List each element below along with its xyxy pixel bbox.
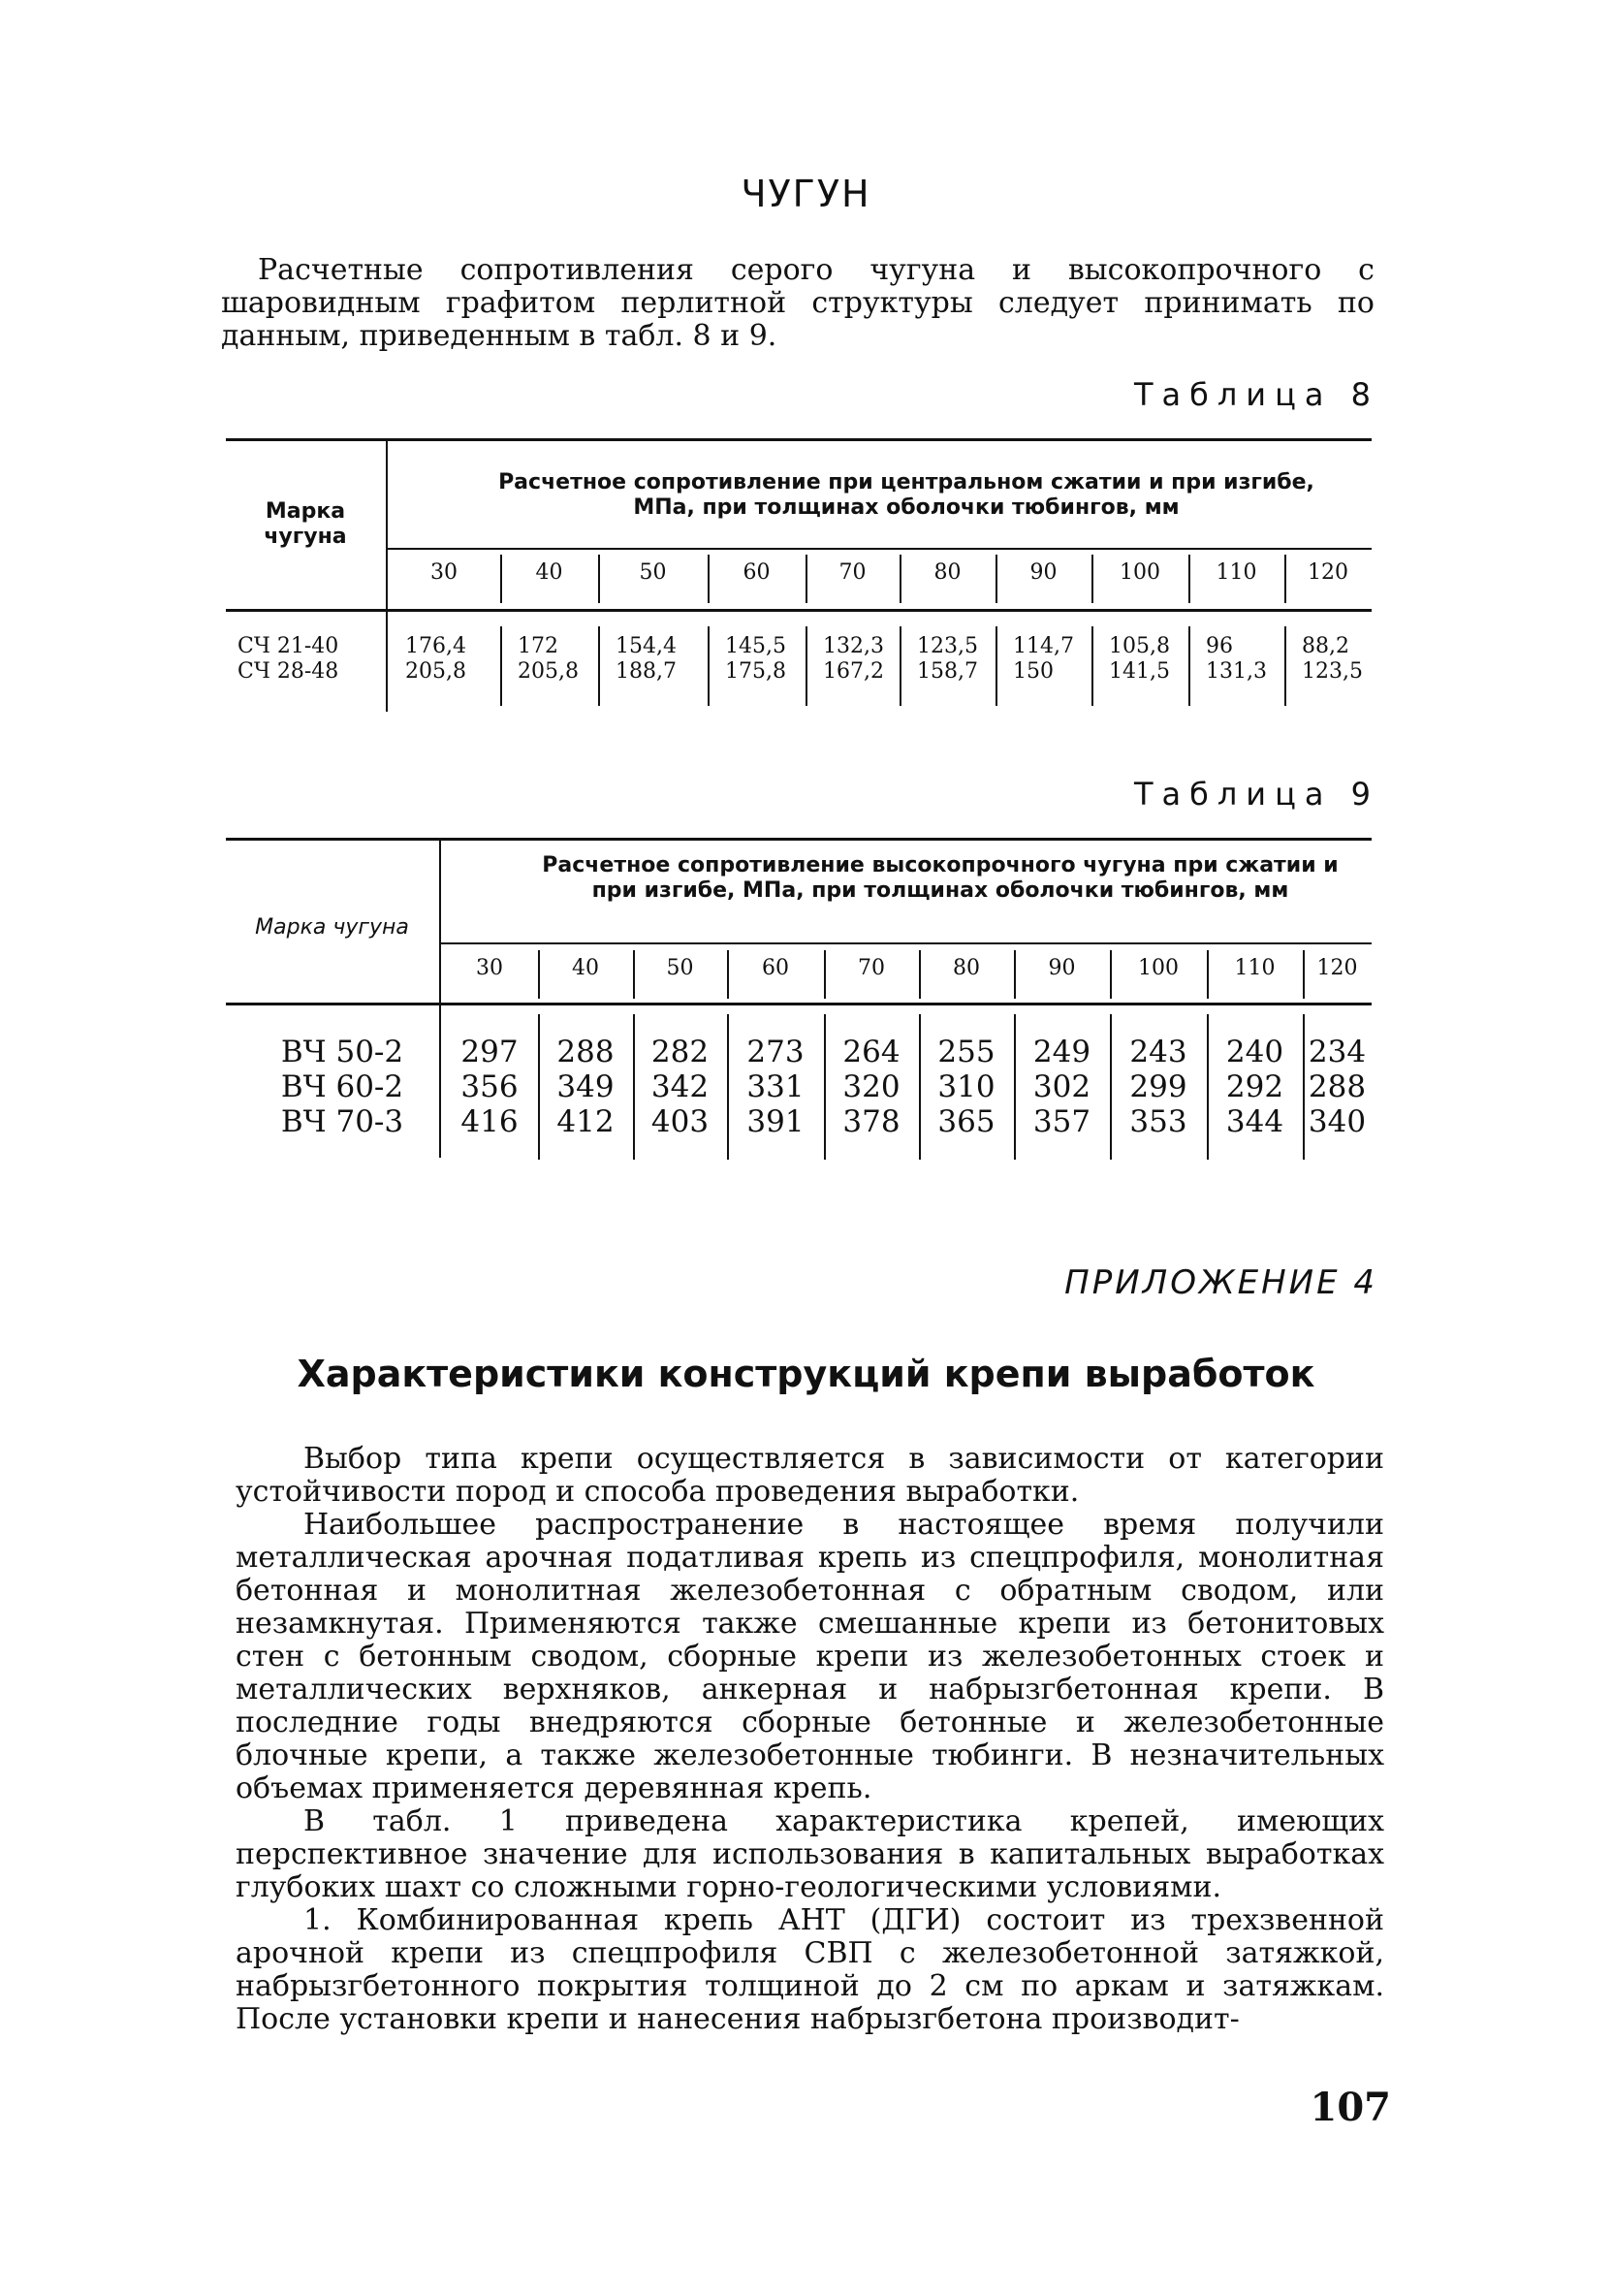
table8-col-divider (900, 626, 901, 706)
table8-value-r0c6: 114,7 (1013, 634, 1074, 658)
table9-value-r2c3: 391 (746, 1104, 805, 1139)
table9-value-r2c1: 412 (556, 1104, 615, 1139)
table8-mark-header: Марка чугуна (264, 499, 347, 549)
table8-col-divider (598, 626, 600, 706)
table8-thickness-40: 40 (535, 560, 563, 585)
table9-value-r2c7: 353 (1129, 1104, 1187, 1139)
table8-thickness-120: 120 (1308, 560, 1348, 585)
table8-cell (405, 634, 498, 685)
table8-col-divider (1284, 626, 1286, 706)
table9-col-divider (727, 950, 729, 999)
table8-col-divider (1188, 555, 1190, 603)
table8-col-divider (1284, 555, 1286, 603)
table9-caption: Таблица 9 (1133, 776, 1379, 813)
table9-col-divider (824, 950, 826, 999)
table8-group-header: Расчетное сопротивление при центральном сжатии и при изгибе, МПа, при толщинах оболочки тюбингов, мм (498, 470, 1314, 520)
table8-thickness-80: 80 (933, 560, 962, 585)
section-title: ЧУГУН (741, 173, 871, 215)
table8-value-r0c3: 145,5 (725, 634, 786, 658)
table8-value-r1c5: 158,7 (917, 659, 978, 684)
paragraph-3: В табл. 1 приведена характеристика крепей, имеющих перспективное значение для использования в капитальных выработках глубоких шахт со сложными горно-геологическими условиями. (236, 1804, 1384, 1904)
table8-value-r1c0: 205,8 (405, 659, 466, 684)
table9-value-r2c9: 340 (1308, 1104, 1367, 1139)
intro-paragraph: Расчетные сопротивления серого чугуна и высокопрочного с шаровидным графитом перлитной структуры следует принимать по данным, приведенным в табл. 8 и 9. (221, 253, 1375, 353)
table8-thickness-60: 60 (743, 560, 771, 585)
table9-mark-1: ВЧ 60-2 (280, 1069, 404, 1104)
table9-value-r1c4: 320 (842, 1069, 901, 1104)
table8-col-divider (996, 555, 997, 603)
table8-thickness-50: 50 (639, 560, 667, 585)
table9-value-r0c1: 288 (556, 1035, 615, 1069)
table8-value-r0c4: 132,3 (823, 634, 884, 658)
table8-thickness-100: 100 (1120, 560, 1160, 585)
table8-cell (823, 634, 898, 685)
table9-cell (824, 1035, 919, 1139)
appendix-title: Характеристики конструкций крепи выработок (297, 1353, 1315, 1395)
table9-thickness-60: 60 (762, 956, 789, 980)
table8-col-divider (708, 555, 710, 603)
table8-value-r0c2: 154,4 (616, 634, 677, 658)
table8-thickness-30: 30 (430, 560, 458, 585)
table9-value-r2c6: 357 (1032, 1104, 1091, 1139)
table9-value-r0c9: 234 (1308, 1035, 1367, 1069)
table9-cell (633, 1035, 727, 1139)
table8-col-divider (1091, 555, 1093, 603)
table8-thickness-110: 110 (1216, 560, 1257, 585)
table9-value-r0c8: 240 (1225, 1035, 1284, 1069)
table9-value-r0c2: 282 (650, 1035, 710, 1069)
table9-value-r0c6: 249 (1032, 1035, 1091, 1069)
table8-cell (1013, 634, 1090, 685)
table8-caption: Таблица 8 (1133, 376, 1379, 413)
page-number: 107 (1310, 2085, 1391, 2130)
table8-cell (725, 634, 804, 685)
table8-col-divider (996, 626, 997, 706)
table8-value-r0c1: 172 (518, 634, 558, 658)
table9-marks (250, 1035, 434, 1139)
table9-thickness-90: 90 (1048, 956, 1076, 980)
table8-col-divider (708, 626, 710, 706)
table9-value-r1c6: 302 (1032, 1069, 1091, 1104)
table9-value-r1c9: 288 (1308, 1069, 1367, 1104)
table8-col-divider (500, 626, 502, 706)
table9-value-r2c2: 403 (650, 1104, 710, 1139)
table9-value-r1c3: 331 (746, 1069, 805, 1104)
table8-value-r0c8: 96 (1206, 634, 1233, 658)
table8-cell (616, 634, 706, 685)
table9-col-divider (919, 950, 921, 999)
table9-col-divider (633, 950, 635, 999)
table9-cell (1303, 1035, 1372, 1139)
paragraph-2: Наибольшее распространение в настоящее время получили металлическая арочная податливая крепь из спецпрофиля, монолитная бетонная и монолитная железобетонная с обратным сводом, или незамкнутая. Применяются также смешанные крепи из бетонитовых стен с бетонным сводом, сборные крепи из железобетонных стоек и металлических верхняков, анкерная и набрызгбетонная крепи. В последние годы внедряются сборные бетонные и железобетонные блочные крепи, а также железобетонные тюбинги. В незначительных объемах применяется деревянная крепь. (236, 1508, 1384, 1805)
table9-col-divider (1303, 950, 1305, 999)
body-text (236, 1443, 1384, 2036)
table9-value-r1c1: 349 (556, 1069, 615, 1104)
paragraph-1: Выбор типа крепи осуществляется в зависимости от категории устойчивости пород и способа проведения выработки. (236, 1442, 1384, 1509)
table9-thickness-110: 110 (1234, 956, 1276, 980)
table8-mark-1: СЧ 28-48 (237, 659, 339, 684)
table9-col-divider (1110, 950, 1112, 999)
table8-value-r1c7: 141,5 (1109, 659, 1170, 684)
table8-cell (1109, 634, 1186, 685)
table9-mark-0: ВЧ 50-2 (280, 1035, 404, 1069)
table8-value-r0c9: 88,2 (1302, 634, 1349, 658)
table9-value-r0c3: 273 (746, 1035, 805, 1069)
table9-cell (441, 1035, 538, 1139)
table9-thickness-50: 50 (666, 956, 694, 980)
table8-cell (1206, 634, 1282, 685)
table9-cell (727, 1035, 824, 1139)
table9-value-r2c8: 344 (1225, 1104, 1284, 1139)
table9-value-r0c5: 255 (937, 1035, 996, 1069)
table8-marks (237, 634, 373, 685)
table8-value-r1c1: 205,8 (518, 659, 579, 684)
table9-thickness-100: 100 (1138, 956, 1179, 980)
table9-thickness-120: 120 (1316, 956, 1358, 980)
table8-cell (518, 634, 596, 685)
table8-value-r0c5: 123,5 (917, 634, 978, 658)
table8-value-r1c9: 123,5 (1302, 659, 1363, 684)
table9-cell (1014, 1035, 1110, 1139)
table9-value-r1c7: 299 (1129, 1069, 1187, 1104)
table9-thickness-40: 40 (572, 956, 599, 980)
table8-col-divider (598, 555, 600, 603)
table9-value-r1c2: 342 (650, 1069, 710, 1104)
table9-value-r1c0: 356 (460, 1069, 519, 1104)
table8-col-divider (1188, 626, 1190, 706)
table9-cell (538, 1035, 633, 1139)
table9-col-divider (538, 950, 540, 999)
table9-value-r2c0: 416 (460, 1104, 519, 1139)
table8-value-r0c7: 105,8 (1109, 634, 1170, 658)
table8-value-r1c8: 131,3 (1206, 659, 1267, 684)
table9-value-r1c8: 292 (1225, 1069, 1284, 1104)
table9-cell (1207, 1035, 1303, 1139)
table9-cell (919, 1035, 1014, 1139)
paragraph-4: 1. Комбинированная крепь АНТ (ДГИ) состоит из трехзвенной арочной крепи из спецпрофиля СВП с железобетонной затяжкой, набрызгбетонного покрытия толщиной до 2 см по аркам и затяжкам. После установки крепи и нанесения набрызгбетона производит- (236, 1903, 1384, 2036)
table9-mark-header: Марка чугуна (255, 915, 409, 940)
appendix-label: ПРИЛОЖЕНИЕ 4 (1064, 1263, 1377, 1302)
table9-value-r2c4: 378 (842, 1104, 901, 1139)
table9-col-divider (1014, 950, 1016, 999)
table8-value-r1c3: 175,8 (725, 659, 786, 684)
table9-group-header: Расчетное сопротивление высокопрочного чугуна при сжатии и при изгибе, МПа, при толщинах оболочки тюбингов, мм (542, 853, 1339, 903)
table8-col-divider (500, 555, 502, 603)
table8-cell (917, 634, 994, 685)
table8-mark-0: СЧ 21-40 (237, 634, 339, 658)
table9-value-r0c0: 297 (460, 1035, 519, 1069)
table9-cell (1110, 1035, 1207, 1139)
table8-value-r1c4: 167,2 (823, 659, 884, 684)
table9-value-r2c5: 365 (937, 1104, 996, 1139)
table8-value-r1c2: 188,7 (616, 659, 677, 684)
table8-col-divider (806, 555, 807, 603)
table9-thickness-70: 70 (858, 956, 885, 980)
table8-value-r0c0: 176,4 (405, 634, 466, 658)
table9-value-r0c4: 264 (842, 1035, 901, 1069)
table9-col-divider (1207, 950, 1209, 999)
table8-col-divider (900, 555, 901, 603)
table9-thickness-30: 30 (476, 956, 503, 980)
table9-thickness-80: 80 (953, 956, 980, 980)
table8-thickness-70: 70 (838, 560, 867, 585)
table8-value-r1c6: 150 (1013, 659, 1054, 684)
table8-col-divider (1091, 626, 1093, 706)
table8-thickness-90: 90 (1029, 560, 1058, 585)
table8-col-divider (806, 626, 807, 706)
table9-value-r0c7: 243 (1129, 1035, 1187, 1069)
table9-value-r1c5: 310 (937, 1069, 996, 1104)
table9-mark-2: ВЧ 70-3 (280, 1104, 404, 1139)
table8-cell (1302, 634, 1370, 685)
